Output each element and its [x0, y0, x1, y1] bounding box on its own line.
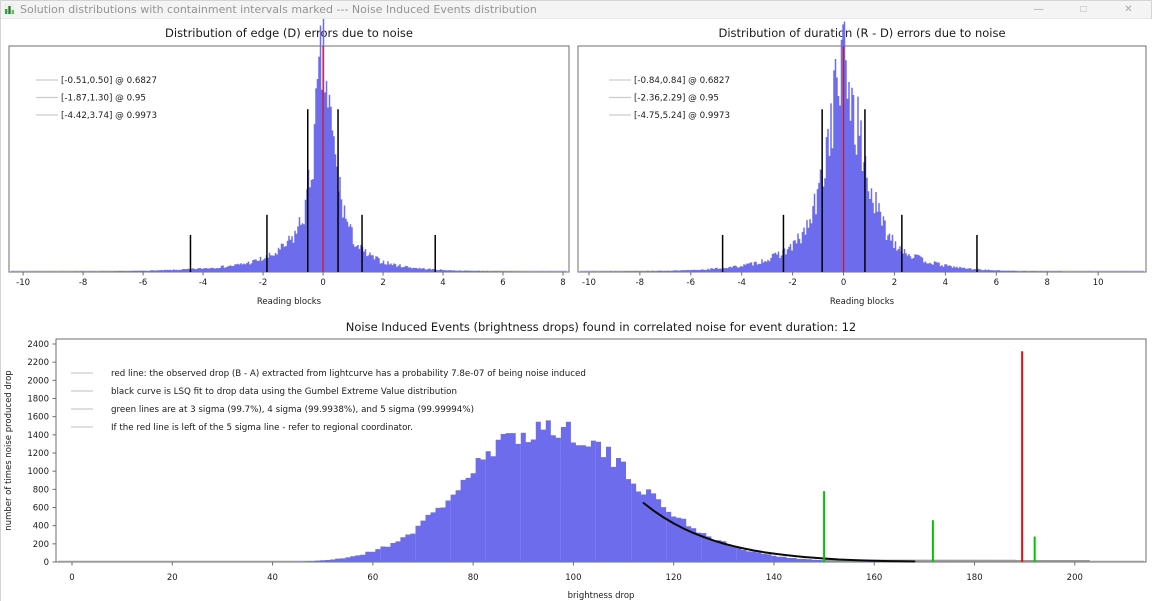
- histogram-bars: [300, 420, 892, 562]
- x-tick-label: -10: [582, 278, 596, 288]
- x-tick-label: 100: [565, 573, 582, 583]
- y-tick-label: 200: [32, 539, 49, 550]
- legend-label: green lines are at 3 sigma (99.7%), 4 sigma (99.9938%), and 5 sigma (99.99994%): [111, 405, 474, 415]
- titlebar: [1, 1, 1151, 19]
- noise-events-plot: [1, 317, 1152, 601]
- x-tick-label: -8: [635, 278, 645, 288]
- y-tick-label: 1800: [27, 394, 49, 405]
- x-tick-label: 8: [560, 278, 566, 288]
- figure-canvas: [1, 19, 1152, 601]
- x-tick-label: 0: [840, 278, 847, 288]
- plot-title: Distribution of duration (R - D) errors due to noise: [718, 26, 1006, 40]
- legend-label: [-4.75,5.24] @ 0.9973: [634, 111, 730, 121]
- maximize-button[interactable]: □: [1061, 1, 1106, 18]
- legend: [36, 76, 157, 121]
- x-tick-label: 120: [665, 573, 682, 583]
- legend-label: [-4.42,3.74] @ 0.9973: [61, 111, 157, 121]
- close-button[interactable]: ✕: [1106, 1, 1151, 18]
- legend-label: red line: the observed drop (B - A) extracted from lightcurve has a probability 7.8e-07 of being noise induced: [111, 369, 586, 379]
- legend-label: [-1.87,1.30] @ 0.95: [61, 93, 146, 104]
- x-tick-label: 80: [467, 573, 479, 583]
- x-tick-label: 0: [69, 573, 75, 583]
- x-tick-label: -6: [138, 278, 148, 288]
- legend-label: [-2.36,2.29] @ 0.95: [634, 93, 719, 104]
- x-tick-label: 6: [993, 278, 1000, 288]
- x-tick-label: 20: [166, 573, 178, 583]
- legend-label: black curve is LSQ fit to drop data using the Gumbel Extreme Value distribution: [111, 387, 457, 397]
- histogram-bars: [579, 22, 1145, 273]
- y-tick-label: 1000: [27, 467, 49, 478]
- x-tick-label: -4: [737, 278, 746, 288]
- duration-chart-svg: [573, 19, 1152, 317]
- app-icon: [4, 4, 15, 15]
- x-tick-label: 60: [367, 573, 379, 583]
- legend: [609, 76, 730, 121]
- minimize-button[interactable]: —: [1016, 1, 1061, 18]
- x-axis-label: Reading blocks: [829, 297, 895, 307]
- legend: [71, 369, 586, 433]
- y-tick-label: 2200: [27, 358, 49, 369]
- x-tick-label: 6: [500, 278, 506, 288]
- y-tick-label: 1400: [27, 430, 49, 441]
- x-tick-label: -2: [788, 278, 797, 288]
- x-tick-label: 140: [765, 573, 783, 583]
- x-tick-label: 8: [1044, 278, 1050, 288]
- x-tick-label: 2: [891, 278, 898, 288]
- y-tick-label: 600: [32, 503, 49, 514]
- histogram-bars: [10, 19, 568, 272]
- y-tick-label: 400: [32, 521, 49, 532]
- edge-errors-plot: [1, 19, 577, 321]
- edge-chart-svg: [1, 19, 577, 317]
- x-tick-label: 40: [267, 573, 278, 583]
- x-tick-label: 10: [1092, 278, 1104, 288]
- duration-errors-plot: [573, 19, 1152, 321]
- x-tick-label: 4: [942, 278, 949, 288]
- y-tick-label: 0: [43, 558, 49, 568]
- y-tick-label: 2400: [27, 339, 49, 350]
- x-tick-label: 200: [1066, 573, 1083, 583]
- x-tick-label: 0: [320, 278, 326, 288]
- x-tick-label: -8: [78, 278, 88, 288]
- x-tick-label: -4: [198, 278, 208, 288]
- x-tick-label: 2: [380, 278, 386, 288]
- window-title: Solution distributions with containment intervals marked --- Noise Induced Events distribution: [20, 3, 537, 16]
- x-axis-label: brightness drop: [567, 591, 635, 601]
- legend-label: [-0.51,0.50] @ 0.6827: [61, 76, 157, 86]
- y-tick-label: 2000: [27, 376, 49, 387]
- x-tick-label: -10: [16, 278, 31, 288]
- x-tick-label: 4: [440, 278, 446, 288]
- y-axis-label: number of times noise produced drop: [4, 370, 14, 531]
- y-tick-label: 1200: [27, 448, 49, 459]
- window-controls: [1016, 1, 1151, 18]
- legend-label: If the red line is left of the 5 sigma line - refer to regional coordinator.: [111, 423, 413, 433]
- x-tick-label: -2: [258, 278, 268, 288]
- x-tick-label: -6: [686, 278, 696, 288]
- x-tick-label: 160: [866, 573, 883, 583]
- y-tick-label: 1600: [27, 412, 49, 423]
- events-chart-svg: [1, 317, 1152, 601]
- legend-label: [-0.84,0.84] @ 0.6827: [634, 76, 730, 86]
- y-tick-label: 800: [32, 485, 49, 496]
- plot-title: Noise Induced Events (brightness drops) found in correlated noise for event duration: 12: [345, 320, 857, 334]
- x-tick-label: 180: [966, 573, 983, 583]
- plot-title: Distribution of edge (D) errors due to noise: [165, 26, 413, 40]
- x-axis-label: Reading blocks: [256, 297, 322, 307]
